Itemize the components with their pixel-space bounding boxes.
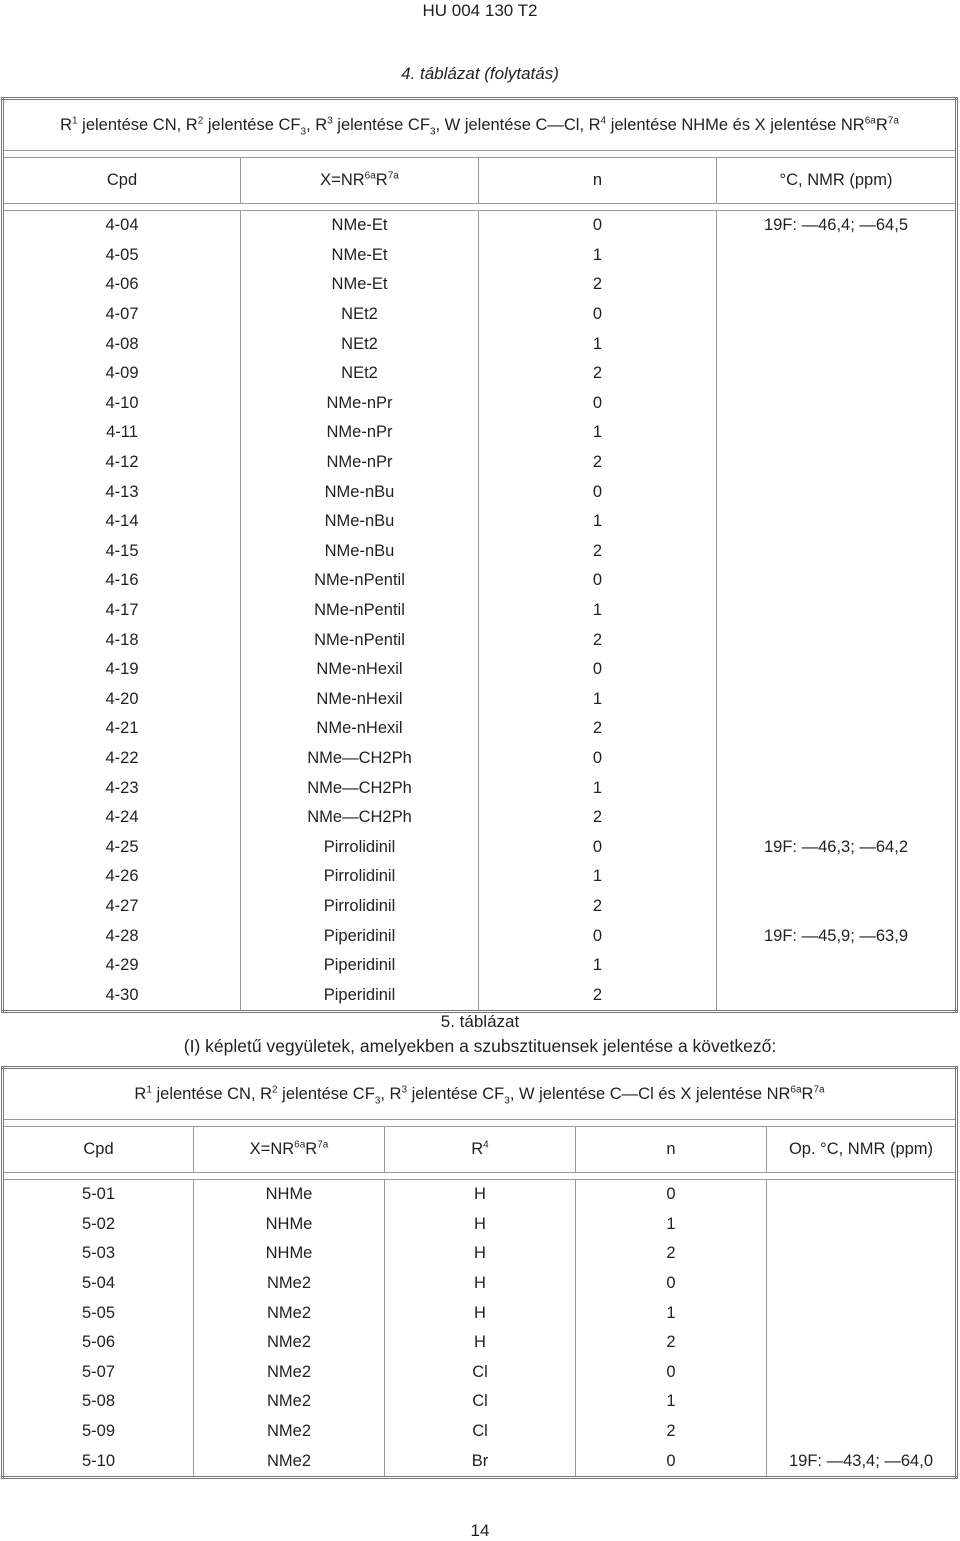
table-cell: Cl: [385, 1417, 576, 1447]
table-cell: [717, 507, 957, 537]
col-header-mp-nmr: Op. °C, NMR (ppm): [767, 1127, 957, 1173]
table-cell: Piperidinil: [241, 980, 479, 1011]
table-row: [3, 714, 957, 744]
table-cell: [717, 477, 957, 507]
table-cell: [767, 1210, 957, 1240]
table-cell: 1: [479, 418, 717, 448]
table-cell: NMe—CH2Ph: [241, 773, 479, 803]
table-cell: 5-01: [3, 1180, 194, 1210]
table-cell: 2: [576, 1417, 767, 1447]
table-row: [3, 537, 957, 567]
table-row: [3, 241, 957, 271]
table-cell: 2: [576, 1328, 767, 1358]
table-cell: 0: [479, 832, 717, 862]
table-cell: NMe2: [194, 1387, 385, 1417]
table-cell: NMe2: [194, 1358, 385, 1388]
table-cell: 4-19: [3, 655, 241, 685]
table-cell: 1: [576, 1298, 767, 1328]
table-5: [1, 1066, 958, 1479]
table-cell: NMe2: [194, 1328, 385, 1358]
table-row: [3, 685, 957, 715]
table-cell: 2: [479, 625, 717, 655]
table-cell: [717, 862, 957, 892]
table-row: [3, 329, 957, 359]
table-cell: [717, 329, 957, 359]
table-cell: NMe-nPentil: [241, 596, 479, 626]
table-cell: 0: [479, 744, 717, 774]
table-cell: [717, 714, 957, 744]
table-cell: 0: [479, 389, 717, 419]
table-cell: Pirrolidinil: [241, 862, 479, 892]
table-row: [3, 300, 957, 330]
table-cell: 4-28: [3, 921, 241, 951]
table-cell: NMe2: [194, 1417, 385, 1447]
table-cell: 19F: —46,3; —64,2: [717, 832, 957, 862]
table-cell: [767, 1417, 957, 1447]
table-cell: 5-05: [3, 1298, 194, 1328]
table-cell: 1: [479, 773, 717, 803]
table-cell: [717, 389, 957, 419]
table-cell: 2: [479, 714, 717, 744]
table-cell: [717, 596, 957, 626]
table-row: [3, 418, 957, 448]
table-cell: NHMe: [194, 1180, 385, 1210]
table-cell: 4-04: [3, 211, 241, 241]
table-cell: NMe-Et: [241, 270, 479, 300]
table-cell: 2: [479, 270, 717, 300]
table-cell: 0: [479, 921, 717, 951]
table-cell: [717, 270, 957, 300]
table-cell: NMe2: [194, 1269, 385, 1299]
table-cell: [767, 1298, 957, 1328]
table-cell: NMe-nHexil: [241, 685, 479, 715]
table4-title: $R^1$ jelentése CN, $R^2$ jelentése $CF_3$, $R^3$ jelentése $CF_3$, W jelentése C—Cl, $R^4$ jelentése NHMe és X jelentése $NR^{6a}R^{7a}$: [3, 99, 957, 151]
table-cell: NEt2: [241, 329, 479, 359]
table-cell: H: [385, 1298, 576, 1328]
table-row: [3, 507, 957, 537]
table-cell: 2: [479, 448, 717, 478]
table-cell: H: [385, 1239, 576, 1269]
table-cell: 5-02: [3, 1210, 194, 1240]
table-cell: 5-03: [3, 1239, 194, 1269]
table-row: [3, 1239, 957, 1269]
table-cell: 1: [576, 1387, 767, 1417]
table-cell: NMe-nBu: [241, 507, 479, 537]
table-cell: 4-07: [3, 300, 241, 330]
page-number: 14: [470, 1521, 490, 1540]
table-cell: 0: [479, 300, 717, 330]
table-cell: NMe-nPr: [241, 448, 479, 478]
table-cell: 4-30: [3, 980, 241, 1011]
table-cell: [717, 773, 957, 803]
table-cell: [717, 448, 957, 478]
table-cell: Cl: [385, 1358, 576, 1388]
table-row: [3, 477, 957, 507]
table-cell: 1: [479, 951, 717, 981]
table-cell: NMe-nPentil: [241, 566, 479, 596]
table-cell: NMe-Et: [241, 211, 479, 241]
table-cell: NEt2: [241, 359, 479, 389]
table-4: [1, 97, 958, 1013]
table-cell: Cl: [385, 1387, 576, 1417]
table-cell: 19F: —45,9; —63,9: [717, 921, 957, 951]
col-header-n: n: [479, 158, 717, 204]
table-cell: 4-16: [3, 566, 241, 596]
table4-caption: 4. táblázat (folytatás): [401, 64, 559, 83]
table-cell: 5-10: [3, 1446, 194, 1477]
table5-caption: 5. táblázat: [440, 1012, 520, 1031]
table-cell: 1: [479, 507, 717, 537]
table-cell: Br: [385, 1446, 576, 1477]
table-row: [3, 625, 957, 655]
table-cell: [717, 625, 957, 655]
table-cell: [717, 685, 957, 715]
table-cell: NMe-Et: [241, 241, 479, 271]
table-cell: H: [385, 1180, 576, 1210]
table-row: [3, 1446, 957, 1477]
table-cell: 2: [479, 359, 717, 389]
table-cell: [717, 566, 957, 596]
table-cell: 0: [576, 1358, 767, 1388]
table-cell: [717, 241, 957, 271]
table-cell: 0: [576, 1446, 767, 1477]
table-row: [3, 270, 957, 300]
table-cell: 0: [479, 211, 717, 241]
table-cell: NMe-nHexil: [241, 655, 479, 685]
table-cell: Piperidinil: [241, 921, 479, 951]
table5-title: $R^1$ jelentése CN, $R^2$ jelentése $CF_3$, $R^3$ jelentése $CF_3$, W jelentése C—Cl és X jelentése $NR^{6a}R^{7a}$: [3, 1068, 957, 1120]
table-cell: [767, 1269, 957, 1299]
table-cell: [717, 359, 957, 389]
col-header-x: $X=NR^{6a}R^{7a}$: [194, 1127, 385, 1173]
table-cell: 5-09: [3, 1417, 194, 1447]
table-cell: 0: [576, 1269, 767, 1299]
table-cell: 4-09: [3, 359, 241, 389]
table-cell: NMe—CH2Ph: [241, 803, 479, 833]
table-cell: 4-17: [3, 596, 241, 626]
table-cell: [717, 300, 957, 330]
table-row: [3, 448, 957, 478]
table-cell: 2: [479, 892, 717, 922]
table-cell: NMe-nBu: [241, 477, 479, 507]
table-row: [3, 596, 957, 626]
table-cell: [767, 1180, 957, 1210]
table-cell: 4-20: [3, 685, 241, 715]
col-header-x: $X=NR^{6a}R^{7a}$: [241, 158, 479, 204]
table-row: [3, 566, 957, 596]
table-cell: NMe-nPentil: [241, 625, 479, 655]
table-cell: 4-08: [3, 329, 241, 359]
table-cell: 4-25: [3, 832, 241, 862]
table-cell: NMe-nPr: [241, 418, 479, 448]
table-row: [3, 803, 957, 833]
col-header-nmr: °C, NMR (ppm): [717, 158, 957, 204]
table-cell: H: [385, 1210, 576, 1240]
table-row: [3, 389, 957, 419]
table-cell: 4-10: [3, 389, 241, 419]
table-cell: [767, 1328, 957, 1358]
table-row: [3, 921, 957, 951]
table-cell: [767, 1387, 957, 1417]
table-cell: 4-26: [3, 862, 241, 892]
table-cell: 1: [479, 241, 717, 271]
document-id: HU 004 130 T2: [422, 1, 538, 20]
table-cell: [717, 892, 957, 922]
table-cell: NMe-nPr: [241, 389, 479, 419]
table-cell: 0: [479, 477, 717, 507]
table-row: [3, 980, 957, 1011]
table-row: [3, 1210, 957, 1240]
table-cell: [767, 1239, 957, 1269]
table-cell: 0: [479, 566, 717, 596]
table-cell: 5-08: [3, 1387, 194, 1417]
table-cell: 4-29: [3, 951, 241, 981]
table-cell: [717, 980, 957, 1011]
table-row: [3, 1269, 957, 1299]
table-cell: 4-23: [3, 773, 241, 803]
col-header-n: n: [576, 1127, 767, 1173]
table-row: [3, 773, 957, 803]
table-row: [3, 359, 957, 389]
table4-header-row: [3, 158, 957, 204]
table-cell: NHMe: [194, 1210, 385, 1240]
table-cell: NHMe: [194, 1239, 385, 1269]
table-cell: 4-11: [3, 418, 241, 448]
table-row: [3, 655, 957, 685]
table-cell: 4-13: [3, 477, 241, 507]
table-cell: NMe2: [194, 1298, 385, 1328]
table-cell: 4-27: [3, 892, 241, 922]
table-cell: 5-04: [3, 1269, 194, 1299]
table-row: [3, 1328, 957, 1358]
col-header-r4: $R^4$: [385, 1127, 576, 1173]
table-cell: 4-18: [3, 625, 241, 655]
table-row: [3, 744, 957, 774]
table-cell: H: [385, 1328, 576, 1358]
table-row: [3, 1387, 957, 1417]
table-cell: [717, 803, 957, 833]
table-cell: 1: [576, 1210, 767, 1240]
table-cell: 5-06: [3, 1328, 194, 1358]
table-cell: 4-05: [3, 241, 241, 271]
table-cell: [717, 655, 957, 685]
col-header-cpd: Cpd: [3, 158, 241, 204]
table-row: [3, 211, 957, 241]
table-row: [3, 951, 957, 981]
table-cell: NMe-nBu: [241, 537, 479, 567]
table-cell: Pirrolidinil: [241, 832, 479, 862]
table-cell: [717, 418, 957, 448]
table-cell: Pirrolidinil: [241, 892, 479, 922]
col-header-cpd: Cpd: [3, 1127, 194, 1173]
table-cell: 1: [479, 596, 717, 626]
table-row: [3, 1180, 957, 1210]
table-cell: 4-15: [3, 537, 241, 567]
table-cell: 19F: —46,4; —64,5: [717, 211, 957, 241]
table-cell: 0: [576, 1180, 767, 1210]
table-row: [3, 1358, 957, 1388]
table-cell: 2: [479, 537, 717, 567]
table-cell: [717, 744, 957, 774]
table-cell: NEt2: [241, 300, 479, 330]
table-row: [3, 1298, 957, 1328]
table-cell: [717, 951, 957, 981]
table-cell: 4-06: [3, 270, 241, 300]
table-cell: 1: [479, 685, 717, 715]
table-cell: NMe-nHexil: [241, 714, 479, 744]
table-cell: 4-22: [3, 744, 241, 774]
table-cell: 1: [479, 329, 717, 359]
table-cell: [767, 1358, 957, 1388]
table-cell: 4-12: [3, 448, 241, 478]
table-cell: 4-14: [3, 507, 241, 537]
table-cell: 2: [576, 1239, 767, 1269]
table-cell: 1: [479, 862, 717, 892]
table-cell: NMe2: [194, 1446, 385, 1477]
table-cell: NMe—CH2Ph: [241, 744, 479, 774]
table-row: [3, 892, 957, 922]
table-cell: 19F: —43,4; —64,0: [767, 1446, 957, 1477]
table5-header-row: [3, 1127, 957, 1173]
table-row: [3, 862, 957, 892]
table-cell: 2: [479, 980, 717, 1011]
table-cell: 0: [479, 655, 717, 685]
table-row: [3, 832, 957, 862]
table5-subcaption: (I) képletű vegyületek, amelyekben a szubsztituensek jelentése a következő:: [183, 1036, 777, 1056]
table-cell: 2: [479, 803, 717, 833]
table-cell: 5-07: [3, 1358, 194, 1388]
table-cell: [717, 537, 957, 567]
table-row: [3, 1417, 957, 1447]
table-cell: 4-21: [3, 714, 241, 744]
table-cell: 4-24: [3, 803, 241, 833]
table-cell: H: [385, 1269, 576, 1299]
table-cell: Piperidinil: [241, 951, 479, 981]
